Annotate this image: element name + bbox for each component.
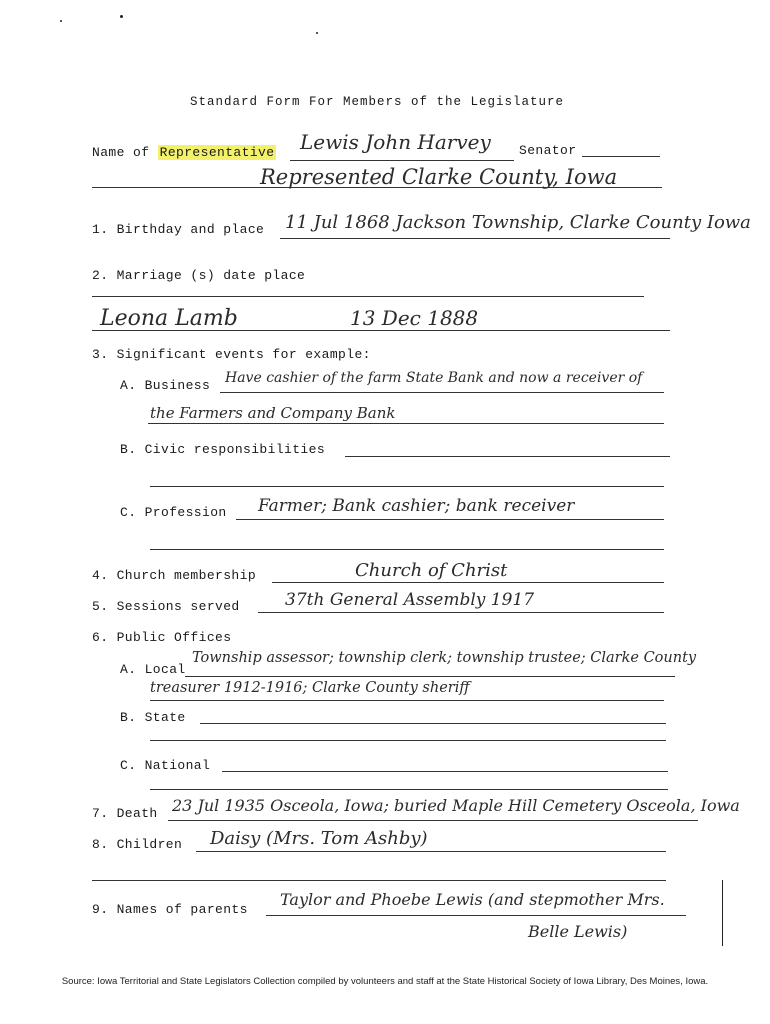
senator-label: Senator xyxy=(519,143,577,158)
state-underline-1 xyxy=(200,723,666,724)
offices-label: 6. Public Offices xyxy=(92,630,232,645)
marriage-name-value: Leona Lamb xyxy=(100,306,238,331)
church-value: Church of Christ xyxy=(355,560,508,581)
source-caption: Source: Iowa Territorial and State Legislators Collection compiled by volunteers and staff at the State Historical Society of Iowa Library, Des Moines, Iowa. xyxy=(61,976,709,987)
local-underline-2 xyxy=(150,700,664,701)
marriage-label: 2. Marriage (s) date place xyxy=(92,268,306,283)
children-label: 8. Children xyxy=(92,837,183,852)
children-value: Daisy (Mrs. Tom Ashby) xyxy=(210,828,428,849)
parents-underline xyxy=(266,915,686,916)
marriage-underline-1 xyxy=(92,296,644,297)
name-value: Lewis John Harvey xyxy=(300,130,491,154)
state-underline-2 xyxy=(150,740,666,741)
local-value-1: Township assessor; township clerk; township trustee; Clarke County xyxy=(192,650,697,666)
name-underline xyxy=(290,160,514,161)
local-label: A. Local xyxy=(120,662,186,677)
civic-underline-2 xyxy=(150,486,664,487)
church-underline xyxy=(272,582,664,583)
children-underline-2 xyxy=(92,880,666,881)
parents-value-1: Taylor and Phoebe Lewis (and stepmother Mrs. xyxy=(280,890,665,909)
senator-underline xyxy=(582,156,660,157)
form-title: Standard Form For Members of the Legislature xyxy=(190,95,565,109)
state-label: B. State xyxy=(120,710,186,725)
church-label: 4. Church membership xyxy=(92,568,257,583)
business-value-2: the Farmers and Company Bank xyxy=(150,404,396,422)
profession-underline-1 xyxy=(236,519,664,520)
death-underline xyxy=(168,820,698,821)
local-underline-1 xyxy=(185,676,675,677)
sessions-label: 5. Sessions served xyxy=(92,599,240,614)
local-value-2: treasurer 1912-1916; Clarke County sheriff xyxy=(150,680,470,696)
marriage-underline-2 xyxy=(92,330,670,331)
civic-label: B. Civic responsibilities xyxy=(120,442,326,457)
death-value: 23 Jul 1935 Osceola, Iowa; buried Maple Hill Cemetery Osceola, Iowa xyxy=(172,796,740,815)
parents-value-2: Belle Lewis) xyxy=(528,922,628,941)
profession-value: Farmer; Bank cashier; bank receiver xyxy=(258,496,575,516)
children-underline-1 xyxy=(196,851,666,852)
business-value-1: Have cashier of the farm State Bank and now a receiver of xyxy=(225,370,643,386)
national-label: C. National xyxy=(120,758,211,773)
business-underline-2 xyxy=(148,423,664,424)
profession-label: C. Profession xyxy=(120,505,227,520)
birthday-underline xyxy=(280,238,670,239)
sessions-value: 37th General Assembly 1917 xyxy=(285,590,535,610)
civic-underline-1 xyxy=(345,456,670,457)
scan-speck xyxy=(60,20,62,22)
profession-underline-2 xyxy=(150,549,664,550)
national-underline-1 xyxy=(222,771,668,772)
represented-underline xyxy=(92,187,662,188)
scan-speck xyxy=(120,15,123,18)
events-label: 3. Significant events for example: xyxy=(92,347,371,362)
sessions-underline xyxy=(258,612,664,613)
business-underline-1 xyxy=(220,392,664,393)
birthday-value: 11 Jul 1868 Jackson Township, Clarke County Iowa xyxy=(285,212,751,233)
name-of-label: Name of xyxy=(92,145,150,160)
death-label: 7. Death xyxy=(92,806,158,821)
parents-label: 9. Names of parents xyxy=(92,902,248,917)
national-underline-2 xyxy=(150,789,668,790)
represented-value: Represented Clarke County, Iowa xyxy=(260,165,618,189)
business-label: A. Business xyxy=(120,378,211,393)
scan-speck xyxy=(316,32,318,34)
name-label xyxy=(92,145,276,160)
marriage-date-value: 13 Dec 1888 xyxy=(350,306,479,330)
representative-label: Representative xyxy=(159,145,275,160)
birthday-label: 1. Birthday and place xyxy=(92,222,265,237)
scan-edge-line xyxy=(722,880,723,946)
